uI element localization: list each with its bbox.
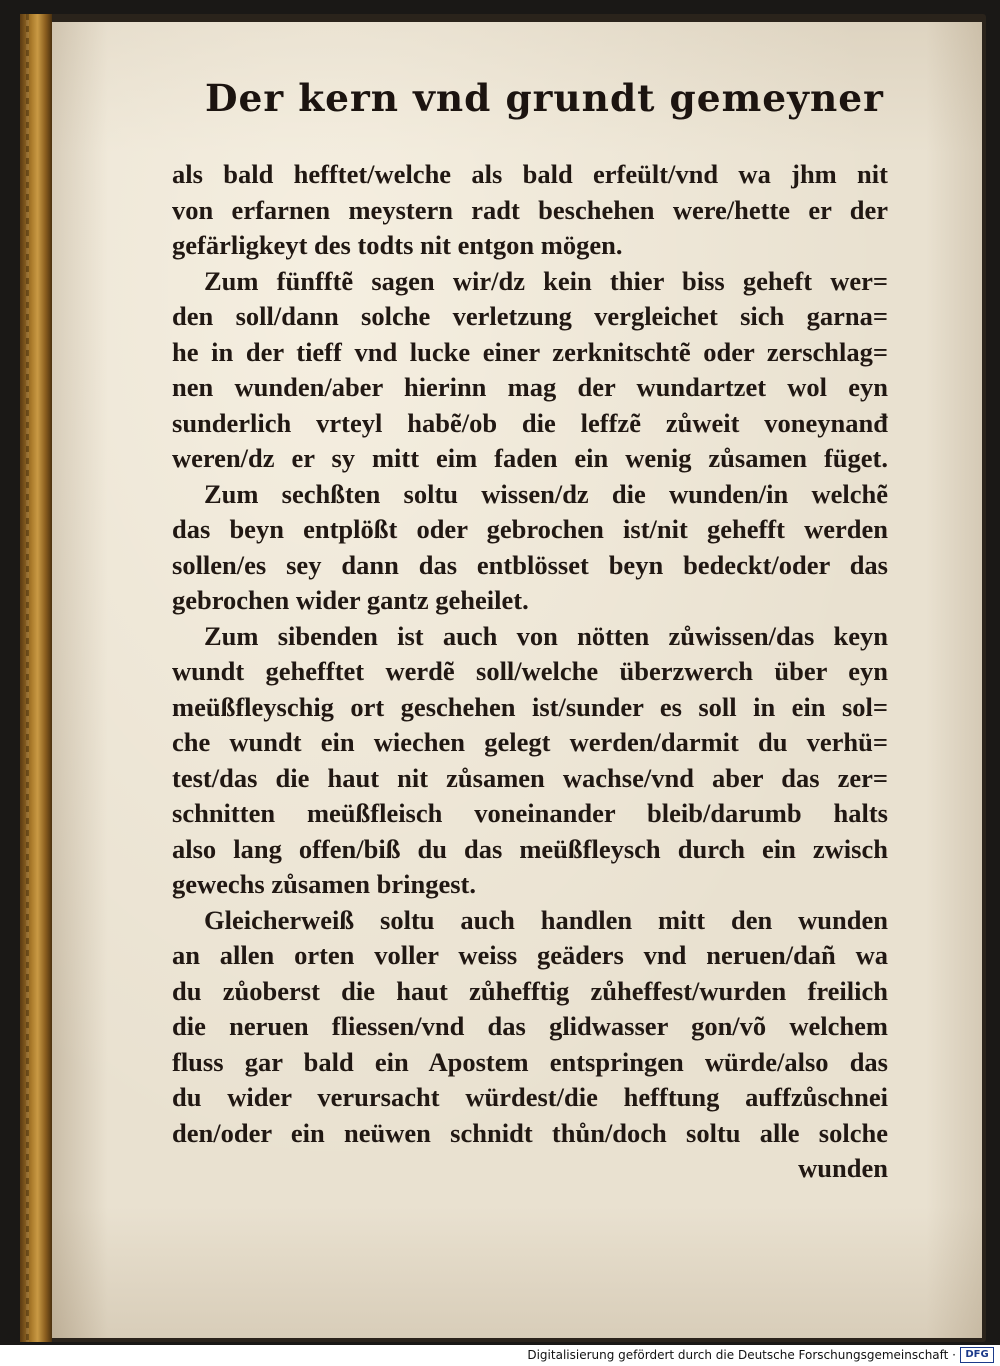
text-line: als bald hefftet/welche als bald erfeült/vnd wa jhm nit [172, 159, 888, 189]
text-line: Zum sechßten soltu wissen/dz die wunden/in welchẽ [204, 479, 888, 509]
text-line: test/das die haut nit zůsamen wachse/vnd aber das zer= [172, 763, 888, 793]
text-line: Gleicherweiß soltu auch handlen mitt den wunden [204, 905, 888, 935]
text-line: he in der tieff vnd lucke einer zerknitschtẽ oder zerschlag= [172, 337, 888, 367]
footer-bar [0, 1345, 1000, 1366]
text-line: sollen/es sey dann das entblösset beyn bedeckt/oder das [172, 550, 888, 580]
dfg-logo: DFG [960, 1347, 994, 1363]
text-line: gefärligkeyt des todts nit entgon mögen. [172, 230, 623, 260]
book-spine [20, 14, 52, 1342]
text-line: also lang offen/biß du das meüßfleysch durch ein zwisch [172, 834, 888, 864]
text-line: von erfarnen meystern radt beschehen were/hette er der [172, 195, 888, 225]
text-line: Zum sibenden ist auch von nötten zůwissen/das keyn [204, 621, 888, 651]
text-line: gewechs zůsamen bringest. [172, 869, 476, 899]
text-line: che wundt ein wiechen gelegt werden/darmit du verhü= [172, 727, 888, 757]
text-line: du wider verursacht würdest/die hefftung auffzůschnei [172, 1082, 888, 1112]
page-header: Der kern vnd grundt gemeyner [205, 76, 884, 120]
text-line: wundt gehefftet werdẽ soll/welche überzwerch über eyn [172, 656, 888, 686]
footer-credit: Digitalisierung gefördert durch die Deutsche Forschungsgemeinschaft · [527, 1348, 956, 1362]
text-line: weren/dz er sy mitt eim faden ein wenig zůsamen füget. [172, 443, 888, 473]
text-line: du zůoberst die haut zůhefftig zůheffest/wurden freilich [172, 976, 888, 1006]
text-line: nen wunden/aber hierinn mag der wundartzet wol eyn [172, 372, 888, 402]
text-line: sunderlich vrteyl habẽ/ob die leffzẽ zůweit voneynanđ [172, 408, 888, 438]
text-line: gebrochen wider gantz geheilet. [172, 585, 529, 615]
text-line: die neruen fliessen/vnd das glidwasser gon/võ welchem [172, 1011, 888, 1041]
text-line: den soll/dann solche verletzung vergleichet sich garna= [172, 301, 888, 331]
catchword: wunden [798, 1153, 888, 1183]
text-line: an allen orten voller weiss geäders vnd neruen/dañ wa [172, 940, 888, 970]
text-line: meüßfleyschig ort geschehen ist/sunder es soll in ein sol= [172, 692, 888, 722]
text-line: das beyn entplößt oder gebrochen ist/nit gehefft werden [172, 514, 888, 544]
text-line: Zum fünfftẽ sagen wir/dz kein thier biss geheft wer= [204, 266, 888, 296]
text-line: fluss gar bald ein Apostem entspringen würde/also das [172, 1047, 888, 1077]
text-line: den/oder ein neüwen schnidt thůn/doch soltu alle solche [172, 1118, 888, 1148]
text-line: schnitten meüßfleisch voneinander bleib/darumb halts [172, 798, 888, 828]
